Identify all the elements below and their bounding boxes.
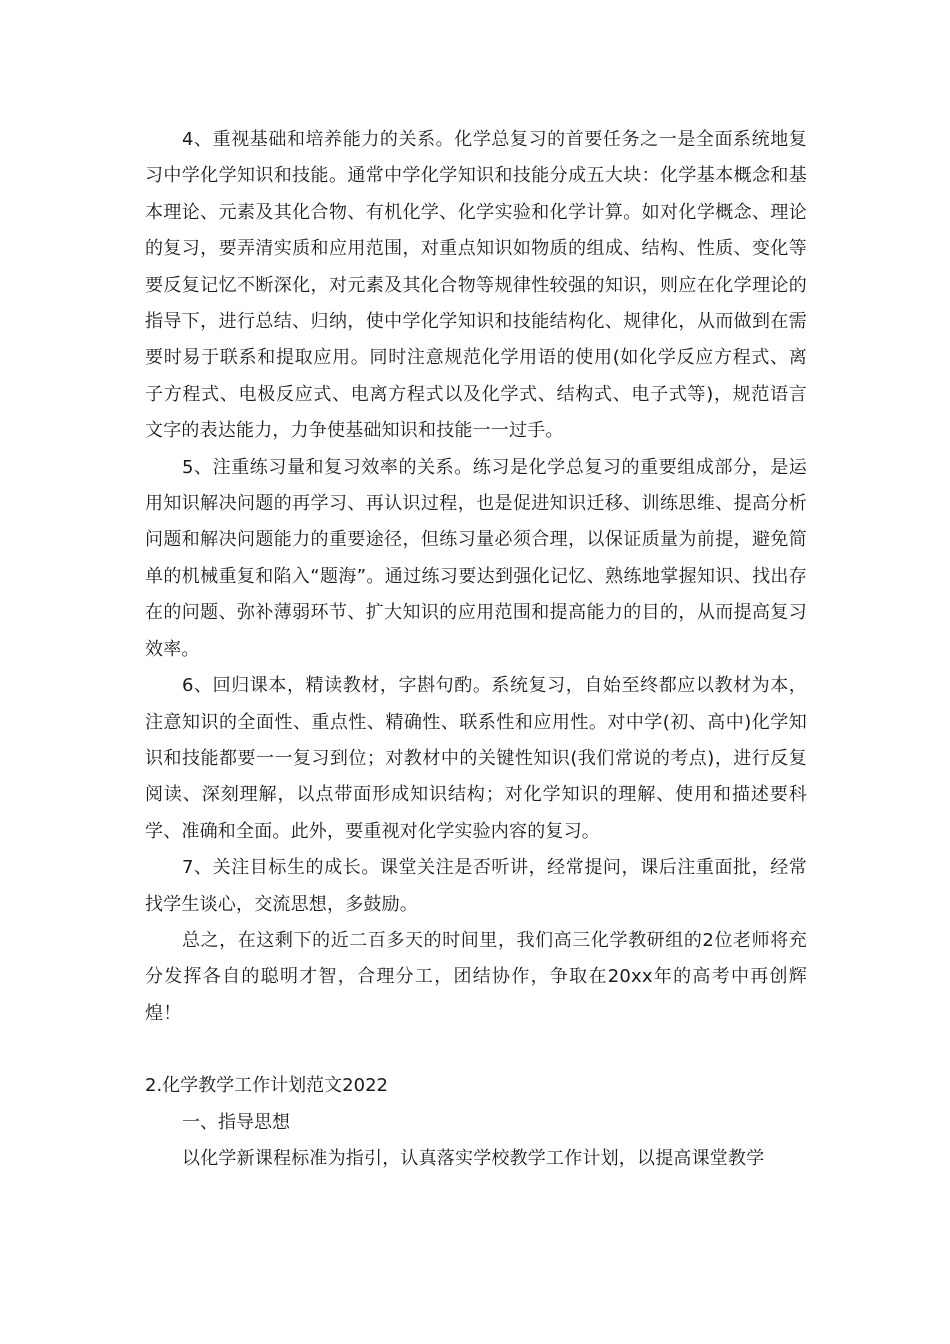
paragraph-guiding-idea: 以化学新课程标准为指引，认真落实学校教学工作计划，以提高课堂教学 <box>182 1147 765 1169</box>
paragraph-item-4: 4、重视基础和培养能力的关系。化学总复习的首要任务之一是全面系统地复习中学化学知识和技能。通常中学化学知识和技能分成五大块：化学基本概念和基本理论、元素及其化合物、有机化学、化学实验和化学计算。如对化学概念、理论的复习，要弄清实质和应用范围，对重点知识如物质的组成、结构、性质、变化等要反复记忆不断深化，对元素及其化合物等规律性较强的知识，则应在化学理论的指导下，进行总结、归纳，使中学化学知识和技能结构化、规律化，从而做到在需要时易于联系和提取应用。同时注意规范化学用语的使用(如化学反应方程式、离子方程式、电极反应式、电离方程式以及化学式、结构式、电子式等)，规范语言文字的表达能力，力争使基础知识和技能一一过手。 <box>145 129 807 442</box>
document-body <box>145 122 807 1177</box>
paragraph-item-6: 6、回归课本，精读教材，字斟句酌。系统复习，自始至终都应以教材为本，注意知识的全面性、重点性、精确性、联系性和应用性。对中学(初、高中)化学知识和技能都要一一复习到位；对教材中的关键性知识(我们常说的考点)，进行反复阅读、深刻理解，以点带面形成知识结构；对化学知识的理解、使用和描述要科学、准确和全面。此外，要重视对化学实验内容的复习。 <box>145 675 807 842</box>
section-spacer <box>145 1032 807 1068</box>
subheading: 一、指导思想 <box>182 1111 290 1133</box>
paragraph-summary: 总之，在这剩下的近二百多天的时间里，我们高三化学教研组的2位老师将充分发挥各自的聪明才智，合理分工，团结协作，争取在20xx年的高考中再创辉煌！ <box>145 929 807 1024</box>
paragraph-item-7: 7、关注目标生的成长。课堂关注是否听讲，经常提问，课后注重面批，经常找学生谈心，交流思想，多鼓励。 <box>145 857 807 915</box>
section-title: 2.化学教学工作计划范文2022 <box>145 1075 388 1097</box>
paragraph-item-5: 5、注重练习量和复习效率的关系。练习是化学总复习的重要组成部分，是运用知识解决问题的再学习、再认识过程，也是促进知识迁移、训练思维、提高分析问题和解决问题能力的重要途径，但练习量必须合理，以保证质量为前提，避免简单的机械重复和陷入“题海”。通过练习要达到强化记忆、熟练地掌握知识、找出存在的问题、弥补薄弱环节、扩大知识的应用范围和提高能力的目的，从而提高复习效率。 <box>145 456 807 660</box>
